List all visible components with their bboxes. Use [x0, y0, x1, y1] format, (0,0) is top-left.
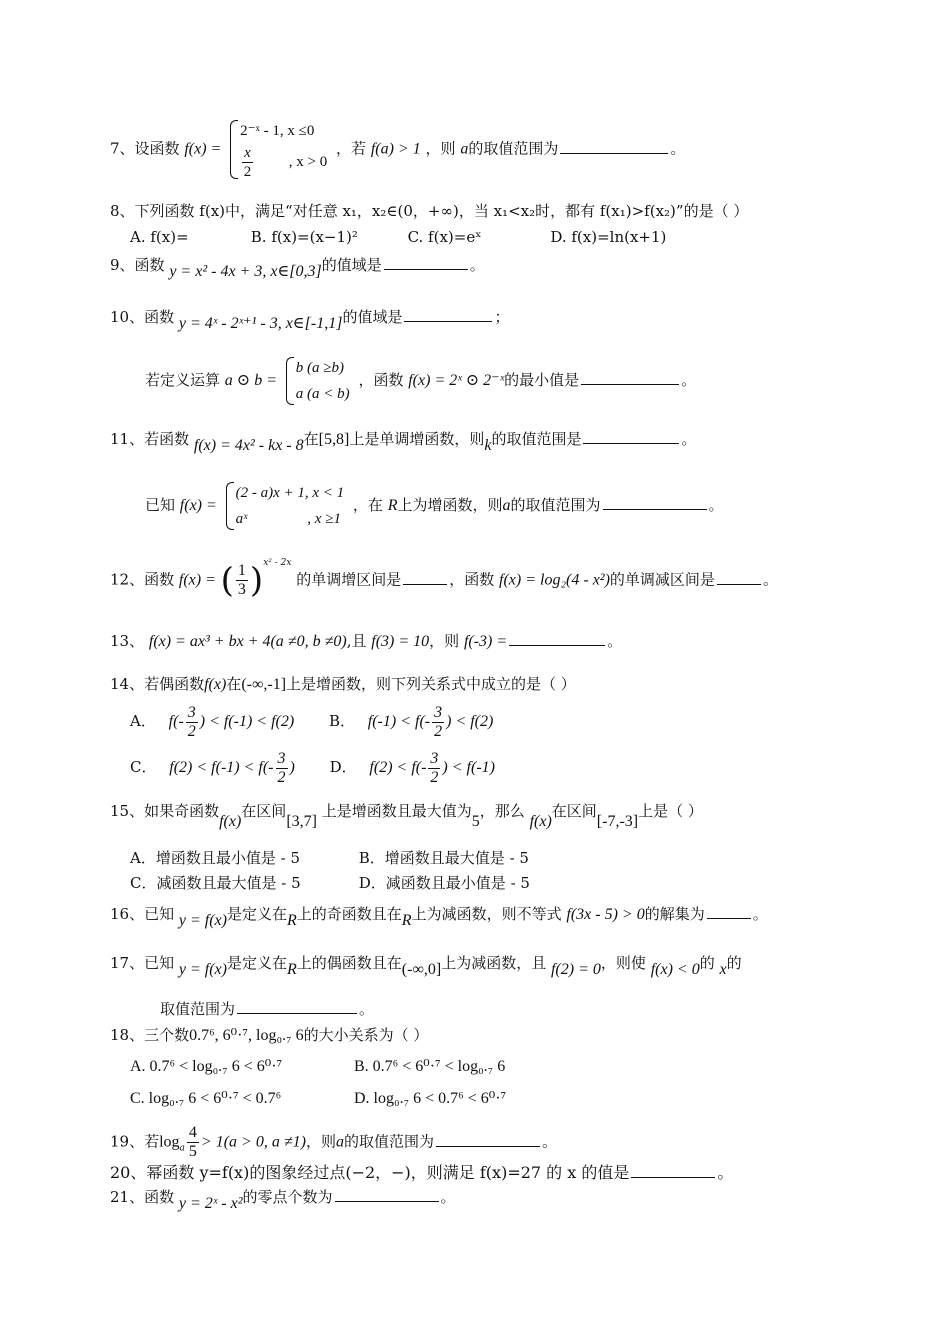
piecewise-system: 2⁻ˣ - 1, x ≤0 $\frac{x}{2}$ , x > 0 [230, 118, 327, 181]
question-16: 16、已知 y = f(x)是定义在R上的奇函数且在R上为减函数，则不等式 f(3x - 5) > 0的解集为 。 [110, 905, 768, 929]
question-18-options-cd: C. log₀.₇ 6 < 6⁰·⁷ < 0.7⁶ D. log₀.₇ 6 < 0.7⁶ < 6⁰·⁷ [130, 1090, 507, 1107]
question-12: 12、函数 f(x) = ( $\frac{1}{3}$ )$^{x^2 - 2x}$ 的单调增区间是 ，函数 f(x) = log₂(4 - x²)的单调减区间是 。 [110, 557, 778, 601]
question-8: 8、下列函数 f(x)中，满足“对任意 x₁，x₂∈(0，+∞)，当 x₁<x₂时，都有 f(x₁)>f(x₂)”的是（ ） [110, 202, 749, 220]
answer-blank[interactable] [384, 255, 468, 270]
answer-blank[interactable] [560, 139, 668, 154]
answer-blank[interactable] [717, 570, 761, 585]
question-9: 9、函数 y = x² - 4x + 3, x∈[0,3]的值域是 。 [110, 256, 485, 280]
question-18-options-ab: A. 0.7⁶ < log₀.₇ 6 < 6⁰·⁷ B. 0.7⁶ < 6⁰·⁷ < log₀.₇ 6 [130, 1058, 506, 1075]
question-13: 13、 f(x) = ax³ + bx + 4(a ≠0, b ≠0),且 f(3) = 10，则 f(-3) = 。 [110, 632, 623, 650]
question-18: 18、三个数0.7⁶, 6⁰·⁷, log₀.₇ 6的大小关系为（ ） [110, 1026, 429, 1044]
question-15: 15、如果奇函数f(x)在区间[3,7] 上是增函数且最大值为5，那么 f(x)在区间[-7,-3]上是（ ） [110, 802, 703, 830]
answer-blank[interactable] [404, 307, 492, 322]
question-11: 11、若函数 f(x) = 4x² - kx - 8在[5,8]上是单调增函数，则k的取值范围是 。 [110, 430, 697, 454]
question-10: 10、函数 y = 4ˣ - 2ˣ⁺¹ - 3, x∈[-1,1]的值域是 ； [110, 308, 510, 332]
answer-blank[interactable] [603, 495, 707, 510]
question-7: 7、设函数 f(x) = 2⁻ˣ - 1, x ≤0 $\frac{x}{2}$ , x > 0 ，若 f(a) > 1 ，则 a的取值范围为 。 [110, 118, 685, 181]
question-19: 19、若$\log_a$ $\frac{4}{5}$ > 1(a > 0, a ≠1)，则a的取值范围为 。 [110, 1124, 557, 1160]
question-10-b: 若定义运算 a ⊙ b = b (a ≥b) a (a < b) ，函数 f(x) = 2ˣ ⊙ 2⁻ˣ的最小值是 。 [145, 355, 696, 407]
answer-blank[interactable] [335, 1187, 439, 1202]
question-21: 21、函数 y = 2ˣ - x²的零点个数为 。 [110, 1188, 456, 1212]
question-14-options-cd: C． f(2) < f(-1) < f(- $\frac{3}{2}$ ) D． f(2) < f(- $\frac{3}{2}$ ) < f(-1) [130, 750, 495, 786]
answer-blank[interactable] [583, 429, 679, 444]
question-17: 17、已知 y = f(x)是定义在R上的偶函数且在(-∞,0]上为减函数，且 f(2) = 0，则使 f(x) < 0的 x的 [110, 954, 742, 978]
question-17-b: 取值范围为 。 [160, 1000, 375, 1018]
question-15-options-cd: C．减函数且最大值是 - 5 D．减函数且最小值是 - 5 [130, 874, 530, 892]
answer-blank[interactable] [436, 1132, 540, 1147]
answer-blank[interactable] [237, 999, 357, 1014]
answer-blank[interactable] [403, 570, 447, 585]
piecewise-system: (2 - a)x + 1, x < 1 aˣ , x ≥1 [226, 480, 345, 532]
question-15-options-ab: A．增函数且最小值是 - 5 B．增函数且最大值是 - 5 [130, 849, 529, 867]
answer-blank[interactable] [509, 631, 605, 646]
answer-blank[interactable] [581, 370, 679, 385]
piecewise-system: b (a ≥b) a (a < b) [286, 355, 350, 407]
question-11-b: 已知 f(x) = (2 - a)x + 1, x < 1 aˣ , x ≥1 ，在 R上为增函数，则a的取值范围为 。 [145, 480, 724, 532]
question-20: 20、幂函数 y=f(x)的图象经过点(−2，−)，则满足 f(x)=27 的 x 的值是 。 [110, 1163, 734, 1182]
answer-blank[interactable] [707, 904, 751, 919]
question-8-options: A. f(x)= B. f(x)=(x−1)² C. f(x)=eˣ D. f(x)=ln(x+1) [130, 228, 667, 246]
answer-blank[interactable] [631, 1163, 715, 1178]
question-14-options-ab: A． f(- $\frac{3}{2}$ ) < f(-1) < f(2) B． f(-1) < f(- $\frac{3}{2}$ ) < f(2) [130, 704, 494, 740]
question-14: 14、若偶函数f(x)在(-∞,-1]上是增函数，则下列关系式中成立的是（ ） [110, 675, 576, 693]
